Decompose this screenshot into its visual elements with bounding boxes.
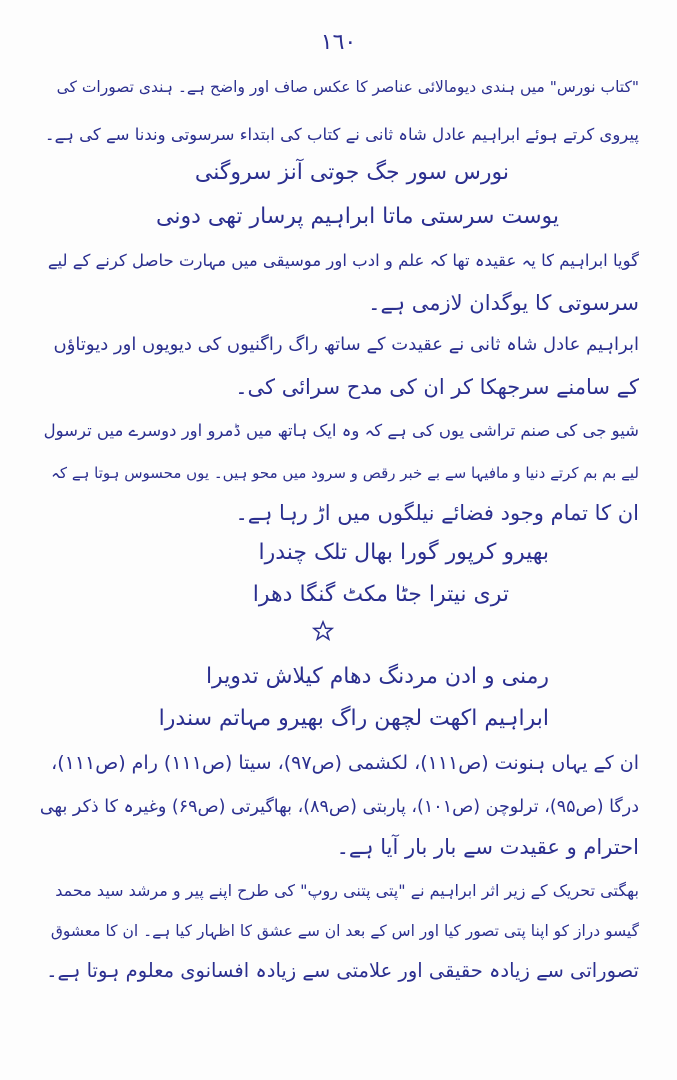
paragraph-line: احترام و عقیدت سے بار بار آیا ہے۔: [336, 835, 639, 859]
paragraph-line: پیروی کرتے ہوئے ابراہیم عادل شاہ ثانی نے کتاب کی ابتداء سرسوتی وندنا سے کی ہے۔: [44, 125, 639, 144]
paragraph-line: تصوراتی سے زیادہ حقیقی اور علامتی سے زیادہ افسانوی معلوم ہوتا ہے۔: [46, 959, 639, 982]
paragraph-line: درگا (ص۹۵)، ترلوچن (ص۱۰۱)، پاربتی (ص۸۹)، بھاگیرتی (ص۶۹) وغیرہ کا ذکر بھی: [39, 797, 639, 817]
verse-line: ابراہیم اکھت لچھن راگ بھیرو مہاتم سندرا: [158, 706, 549, 731]
paragraph-line: ان کا تمام وجود فضائے نیلگوں میں اڑ رہا ہے۔: [235, 501, 639, 525]
page-number: ١٦٠: [320, 30, 357, 55]
paragraph-line: ابراہیم عادل شاہ ثانی نے عقیدت کے ساتھ راگ راگنیوں کی دیویوں اور دیوتاؤں: [53, 334, 639, 355]
paragraph-line: ان کے یہاں ہنونت (ص۱۱۱)، لکشمی (ص۹۷)، سیتا (ص۱۱۱) رام (ص۱۱۱)،: [51, 752, 639, 774]
paragraph-line: شیو جی کی صنم تراشی یوں کی ہے کہ وہ ایک ہاتھ میں ڈمرو اور دوسرے میں ترسول: [43, 421, 639, 440]
verse-line: تری نیترا جٹا مکٹ گنگا دھرا: [252, 582, 509, 607]
paragraph-line: "کتاب نورس" میں ہندی دیومالائی عناصر کا عکس صاف اور واضح ہے۔ ہندی تصورات کی: [56, 78, 639, 96]
verse-line: رمنی و ادن مردنگ دھام کیلاش تدویرا: [205, 664, 549, 689]
paragraph-line: بھگتی تحریک کے زیر اثر ابراہیم نے "پتی پتنی روپ" کی طرح اپنے پیر و مرشد سید محمد: [55, 881, 639, 900]
paragraph-line: لیے بم بم کرتے دنیا و مافیہا سے بے خبر رقص و سرود میں محو ہیں۔ یوں محسوس ہوتا ہے کہ: [51, 464, 639, 482]
paragraph-line: کے سامنے سرجھکا کر ان کی مدح سرائی کی۔: [235, 375, 639, 399]
paragraph-line: سرسوتی کا یوگدان لازمی ہے۔: [368, 291, 639, 315]
verse-line: یوست سرستی ماتا ابراہیم پرسار تھی دونی: [156, 204, 559, 229]
verse-line: بھیرو کرپور گورا بھال تلک چندرا: [258, 540, 549, 565]
verse-line: نورس سور جگ جوتی آنز سروگنی: [194, 160, 509, 185]
paragraph-line: گویا ابراہیم کا یہ عقیدہ تھا کہ علم و ادب اور موسیقی میں مہارت حاصل کرنے کے لیے: [47, 251, 639, 270]
paragraph-line: گیسو دراز کو اپنا پتی تصور کیا اور اس کے بعد ان سے عشق کا اظہار کیا ہے۔ ان کا معشوق: [50, 922, 639, 940]
star-outline-icon: [312, 620, 334, 642]
